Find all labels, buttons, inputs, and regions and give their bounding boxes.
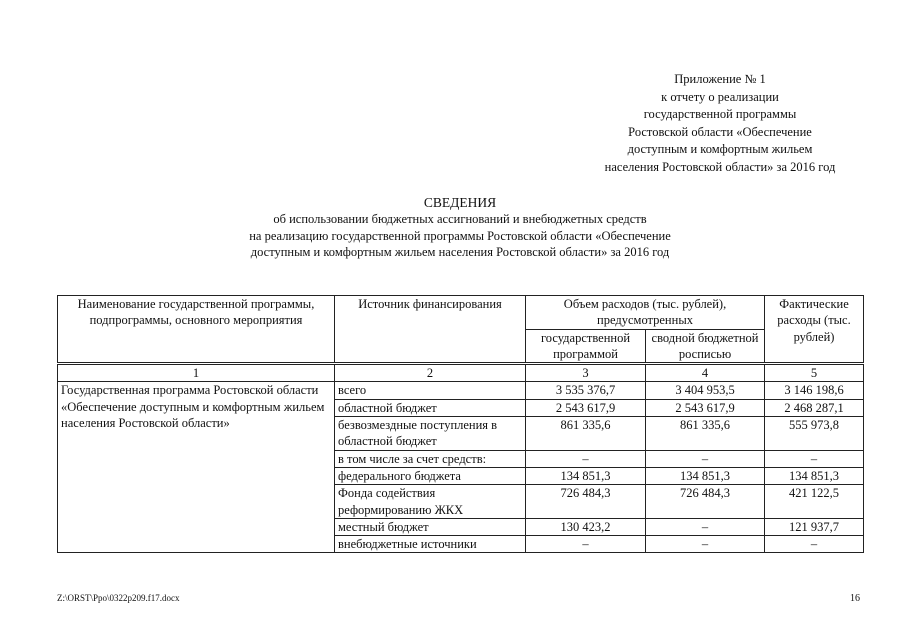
planned-cell: 2 543 617,9 [526, 399, 646, 416]
header-funding-source: Источник финансирования [335, 296, 526, 364]
source-cell: безвозмездные поступления в областной бюджет [335, 417, 526, 451]
actual-cell: 134 851,3 [765, 467, 864, 484]
actual-cell: – [765, 450, 864, 467]
planned-cell: 3 535 376,7 [526, 382, 646, 399]
document-title [150, 194, 770, 261]
source-cell: всего [335, 382, 526, 399]
actual-cell: 2 468 287,1 [765, 399, 864, 416]
budget-cell: – [646, 518, 765, 535]
source-cell: федерального бюджета [335, 467, 526, 484]
title-line: об использовании бюджетных ассигнований и внебюджетных средств [273, 212, 647, 226]
source-cell: местный бюджет [335, 518, 526, 535]
title-line: на реализацию государственной программы Ростовской области «Обеспечение [249, 228, 671, 243]
column-number: 1 [58, 364, 335, 382]
header-program-name: Наименование государственной программы, подпрограммы, основного мероприятия [58, 296, 335, 364]
budget-cell: – [646, 450, 765, 467]
header-expenditure-volume: Объем расходов (тыс. рублей), предусмотренных [526, 296, 765, 330]
appendix-line: населения Ростовской области» за 2016 год [604, 159, 836, 174]
column-number-row [58, 364, 864, 382]
budget-cell: 2 543 617,9 [646, 399, 765, 416]
budget-cell: 861 335,6 [646, 417, 765, 451]
title-main: СВЕДЕНИЯ [423, 195, 497, 210]
column-number: 2 [335, 364, 526, 382]
planned-cell: – [526, 536, 646, 553]
budget-cell: 726 484,3 [646, 485, 765, 519]
appendix-line: государственной программы [643, 107, 797, 122]
program-name-cell: Государственная программа Ростовской области «Обеспечение доступным и комфортным жильем населения Ростовской области» [58, 382, 335, 553]
header-actual-expenses: Фактические расходы (тыс. рублей) [765, 296, 864, 364]
actual-cell: 421 122,5 [765, 485, 864, 519]
appendix-line: к отчету о реализации [661, 89, 779, 104]
appendix-line: Ростовской области «Обеспечение [628, 124, 812, 139]
planned-cell: 726 484,3 [526, 485, 646, 519]
actual-cell: 121 937,7 [765, 518, 864, 535]
planned-cell: – [526, 450, 646, 467]
title-line: доступным и комфортным жильем населения Ростовской области» за 2016 год [250, 245, 670, 259]
actual-cell: 3 146 198,6 [765, 382, 864, 399]
source-cell: внебюджетные источники [335, 536, 526, 553]
page-number: 16 [850, 593, 860, 604]
header-budget-schedule: сводной бюджетной росписью [646, 329, 765, 364]
appendix-line: Приложение № 1 [674, 72, 766, 86]
column-number: 4 [646, 364, 765, 382]
header-row [58, 296, 864, 330]
budget-cell: 3 404 953,5 [646, 382, 765, 399]
table-row [58, 382, 864, 399]
budget-cell: – [646, 536, 765, 553]
planned-cell: 130 423,2 [526, 518, 646, 535]
expenditure-table [57, 295, 864, 553]
budget-cell: 134 851,3 [646, 467, 765, 484]
planned-cell: 134 851,3 [526, 467, 646, 484]
actual-cell: – [765, 536, 864, 553]
source-cell: Фонда содействия реформированию ЖКХ [335, 485, 526, 519]
appendix-note [560, 71, 880, 177]
header-state-program: государственной программой [526, 329, 646, 364]
file-path: Z:\ORST\Ppo\0322p209.f17.docx [57, 593, 180, 603]
planned-cell: 861 335,6 [526, 417, 646, 451]
appendix-line: доступным и комфортным жильем [627, 142, 813, 157]
actual-cell: 555 973,8 [765, 417, 864, 451]
source-cell: областной бюджет [335, 399, 526, 416]
column-number: 3 [526, 364, 646, 382]
source-cell: в том числе за счет средств: [335, 450, 526, 467]
column-number: 5 [765, 364, 864, 382]
